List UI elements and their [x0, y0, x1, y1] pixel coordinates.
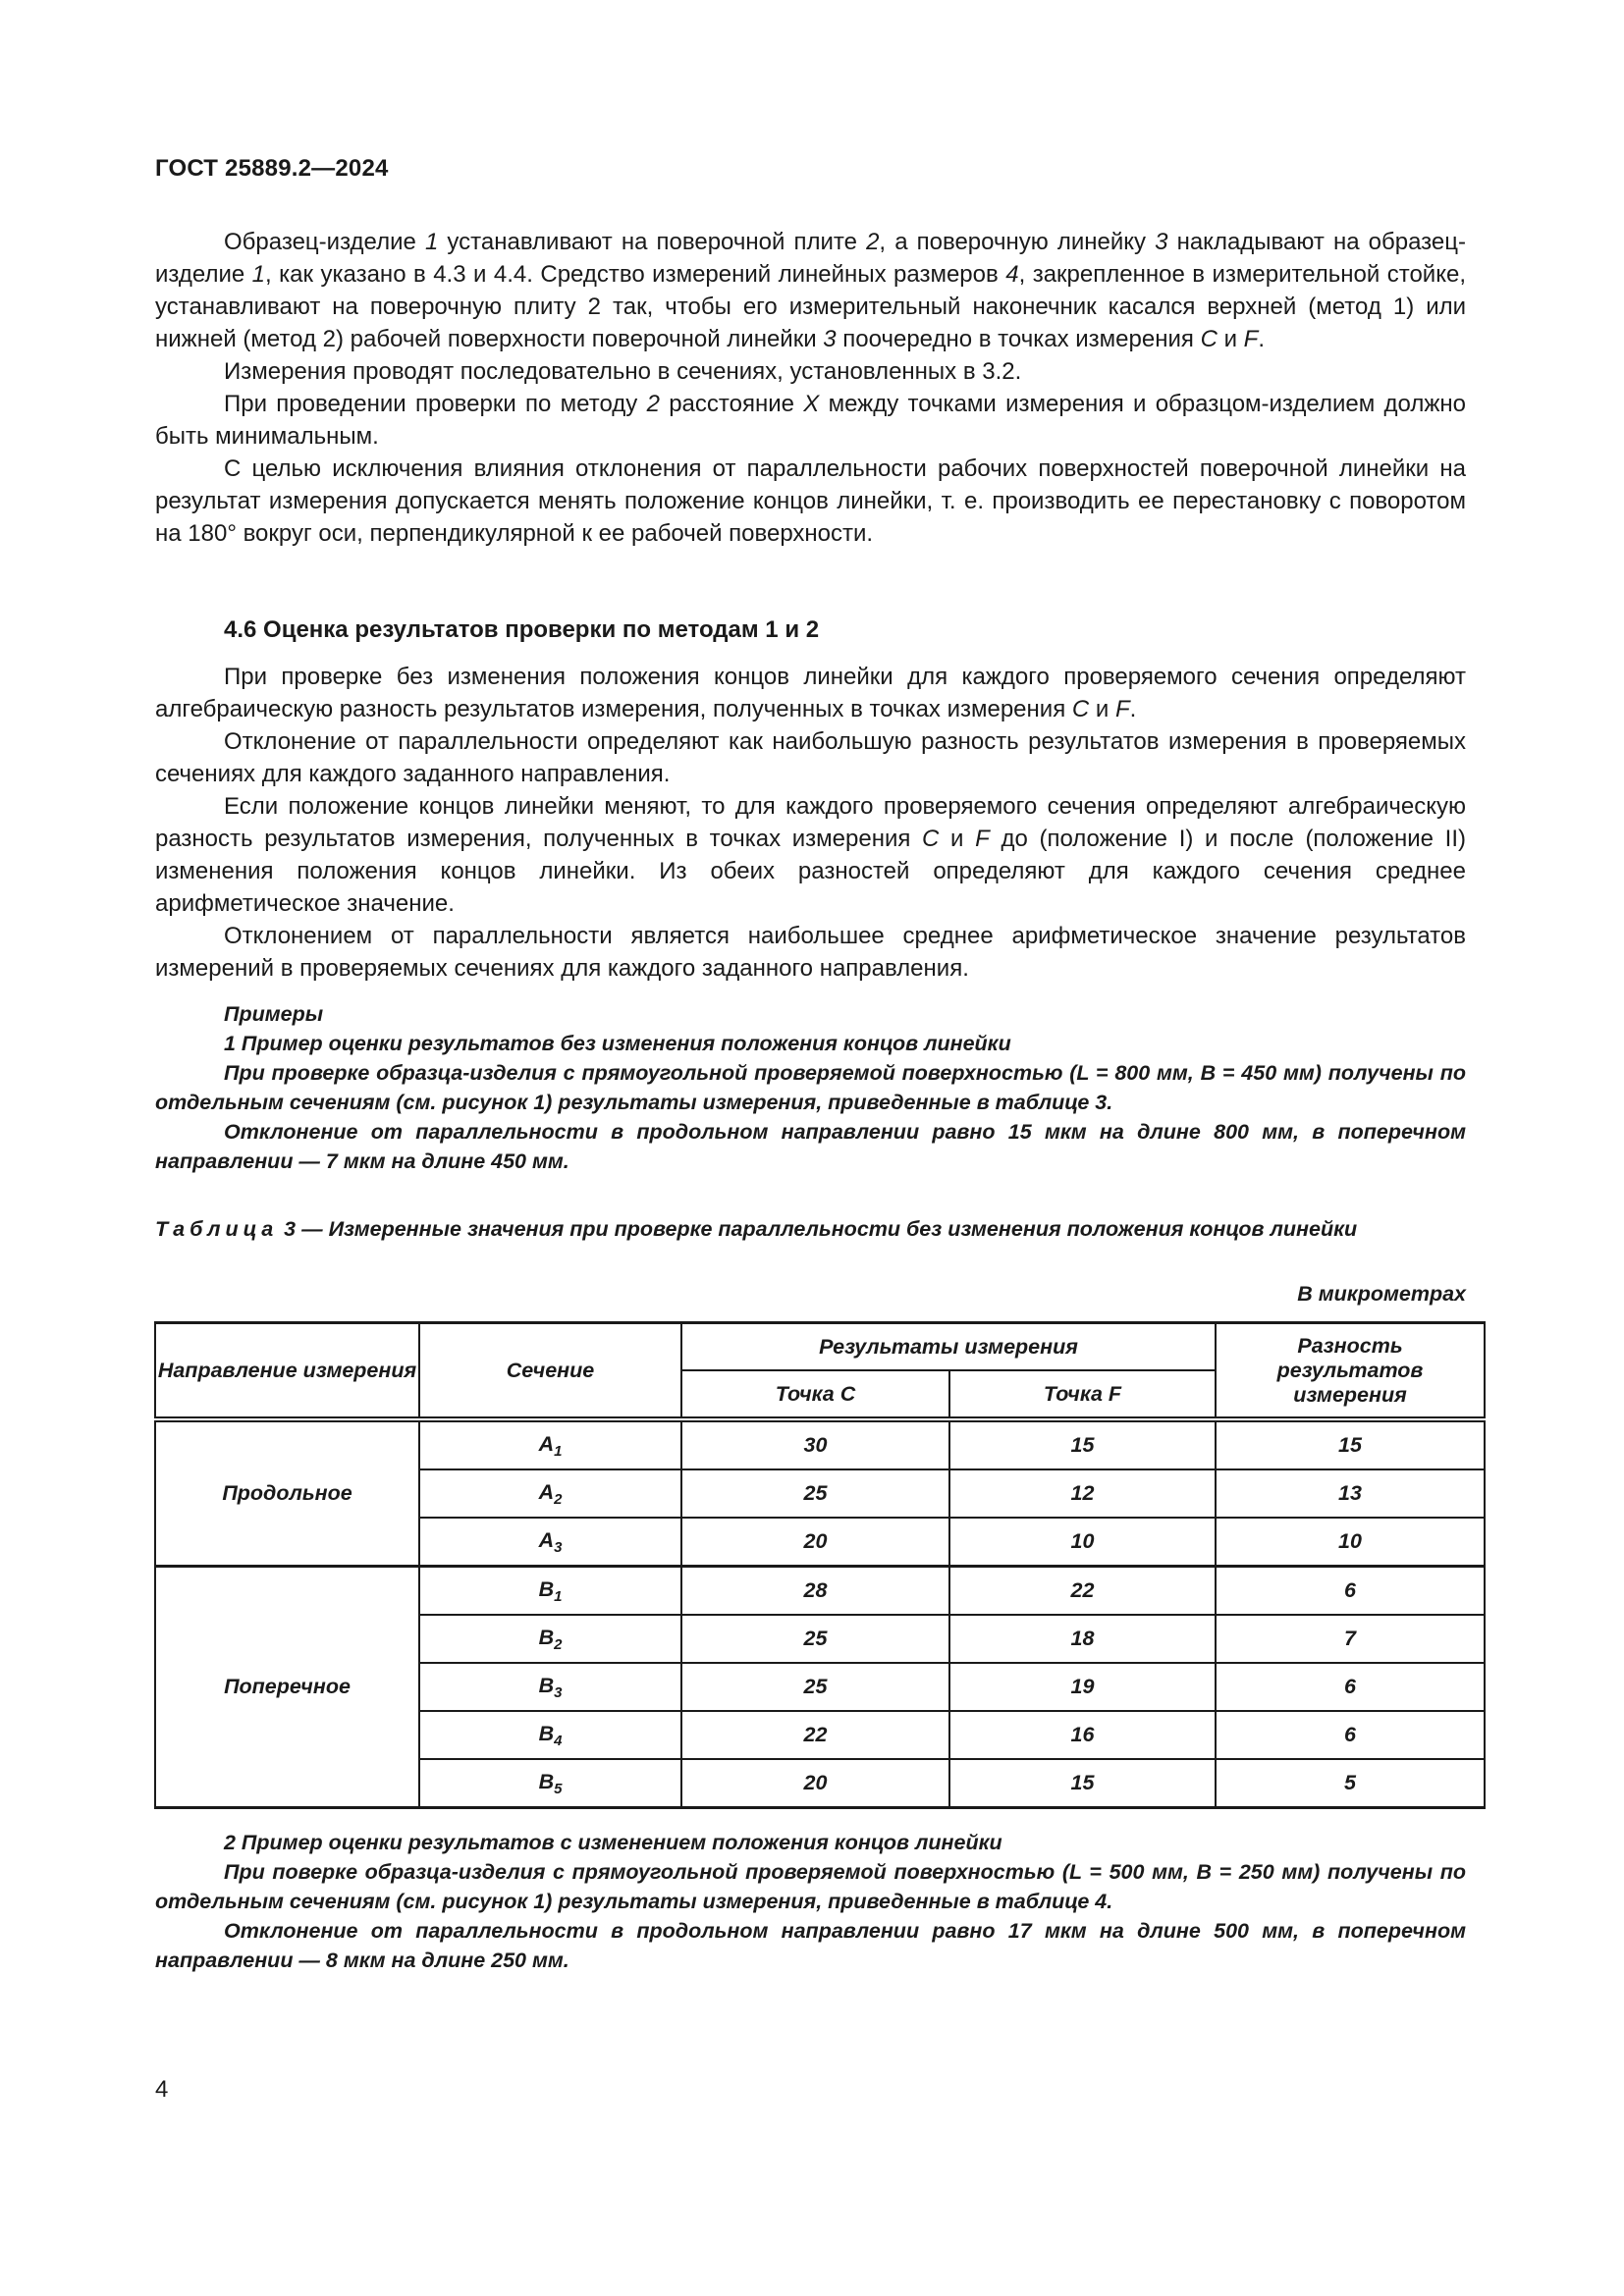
section-cell: $A_3$ — [419, 1518, 681, 1567]
example-1-result: Отклонение от параллельности в продольном направлении равно 15 мкм на длине 800 мм, в поперечном направлении — 7 мкм на длине 450 мм. — [155, 1120, 1466, 1173]
point-c-cell: 25 — [681, 1663, 949, 1711]
difference-cell: 6 — [1216, 1711, 1485, 1759]
difference-cell: 7 — [1216, 1615, 1485, 1663]
paragraph: Измерения проводят последовательно в сечениях, установленных в 3.2. — [224, 358, 1022, 385]
document-code-header: ГОСТ 25889.2—2024 — [155, 155, 389, 182]
point-c-cell: 22 — [681, 1711, 949, 1759]
header-difference: Разность результатов измерения — [1216, 1323, 1485, 1420]
point-c-cell: 28 — [681, 1567, 949, 1616]
point-f-cell: 12 — [949, 1469, 1216, 1518]
paragraph: Образец-изделие 1 устанавливают на поверочной плите 2, а поверочную линейку 3 накладывают на образец-изделие 1, как указано в 4.3 и 4.4. Средство измерений линейных размеров 4, закрепленное в измерительной стойке, устанавливают на поверочную плиту 2 так, чтобы его измерительный наконечник касался верхней (метод 1) или нижней (метод 2) рабочей поверхности поверочной линейки 3 поочередно в точках измерения C и F. — [155, 229, 1467, 352]
paragraph: Отклонением от параллельности является наибольшее среднее арифметическое значение результатов измерений в проверяемых сечениях для каждого заданного направления. — [155, 923, 1466, 982]
table-row — [155, 1419, 1485, 1469]
example-1-text: При проверке образца-изделия с прямоугольной проверяемой поверхностью (L = 800 мм, B = 450 мм) получены по отдельным сечениям (см. рисунок 1) результаты измерения, приведенные в таблице 3. — [155, 1061, 1466, 1114]
point-f-cell: 22 — [949, 1567, 1216, 1616]
examples-heading: Примеры — [224, 1002, 324, 1026]
point-f-cell: 15 — [949, 1759, 1216, 1808]
table-row — [155, 1567, 1485, 1616]
point-c-cell: 20 — [681, 1759, 949, 1808]
table-3-caption — [155, 1214, 1466, 1244]
point-f-cell: 18 — [949, 1615, 1216, 1663]
section-cell: $B_2$ — [419, 1615, 681, 1663]
table-label: Таблица — [155, 1217, 279, 1241]
example-2-text: При поверке образца-изделия с прямоугольной проверяемой поверхностью (L = 500 мм, B = 250 мм) получены по отдельным сечениям (см. рисунок 1) результаты измерения, приведенные в таблице 4. — [155, 1860, 1466, 1913]
point-c-cell: 25 — [681, 1615, 949, 1663]
paragraph: С целью исключения влияния отклонения от параллельности рабочих поверхностей поверочной линейки на результат измерения допускается менять положение концов линейки, т. е. производить ее перестановку с поворотом на 180° вокруг оси, перпендикулярной к ее рабочей поверхности. — [155, 455, 1466, 547]
difference-cell: 6 — [1216, 1663, 1485, 1711]
difference-cell: 10 — [1216, 1518, 1485, 1567]
paragraph: Отклонение от параллельности определяют как наибольшую разность результатов измерения в проверяемых сечениях для каждого заданного направления. — [155, 728, 1466, 787]
paragraph: Если положение концов линейки меняют, то для каждого проверяемого сечения определяют алгебраическую разность результатов измерения, полученных в точках измерения C и F до (положение I) и после (положение II) изменения положения концов линейки. Из обеих разностей определяют для каждого сечения среднее арифметическое значение. — [155, 793, 1466, 917]
table-3 — [154, 1321, 1486, 1809]
point-c-cell: 25 — [681, 1469, 949, 1518]
section-cell: $B_5$ — [419, 1759, 681, 1808]
point-f-cell: 19 — [949, 1663, 1216, 1711]
header-section: Сечение — [419, 1323, 681, 1420]
section-4-6-text — [155, 661, 1466, 985]
examples-block-2 — [155, 1828, 1466, 1975]
point-f-cell: 15 — [949, 1419, 1216, 1469]
point-f-cell: 10 — [949, 1518, 1216, 1567]
section-cell: $B_3$ — [419, 1663, 681, 1711]
section-cell: $B_1$ — [419, 1567, 681, 1616]
intro-text — [155, 226, 1466, 550]
direction-cell: Поперечное — [155, 1567, 419, 1808]
example-1-title: 1 Пример оценки результатов без изменения положения концов линейки — [224, 1032, 1011, 1055]
example-2-result: Отклонение от параллельности в продольном направлении равно 17 мкм на длине 500 мм, в поперечном направлении — 8 мкм на длине 250 мм. — [155, 1919, 1466, 1972]
examples-block-1 — [155, 999, 1466, 1176]
difference-cell: 6 — [1216, 1567, 1485, 1616]
difference-cell: 13 — [1216, 1469, 1485, 1518]
header-point-c: Точка C — [681, 1370, 949, 1419]
page-number: 4 — [155, 2076, 169, 2103]
point-c-cell: 20 — [681, 1518, 949, 1567]
section-cell: $B_4$ — [419, 1711, 681, 1759]
point-c-cell: 30 — [681, 1419, 949, 1469]
point-f-cell: 16 — [949, 1711, 1216, 1759]
header-point-f: Точка F — [949, 1370, 1216, 1419]
table-units: В микрометрах — [1297, 1282, 1466, 1306]
difference-cell: 5 — [1216, 1759, 1485, 1808]
difference-cell: 15 — [1216, 1419, 1485, 1469]
header-direction: Направление измерения — [155, 1323, 419, 1420]
section-cell: $A_2$ — [419, 1469, 681, 1518]
paragraph: При проверке без изменения положения концов линейки для каждого проверяемого сечения определяют алгебраическую разность результатов измерения, полученных в точках измерения C и F. — [155, 664, 1466, 722]
direction-cell: Продольное — [155, 1419, 419, 1567]
section-cell: $A_1$ — [419, 1419, 681, 1469]
paragraph: При проведении проверки по методу 2 расстояние X между точками измерения и образцом-изделием должно быть минимальным. — [155, 391, 1466, 450]
section-title-4-6: 4.6 Оценка результатов проверки по методам 1 и 2 — [224, 616, 820, 643]
table-caption-text: 3 — Измеренные значения при проверке параллельности без изменения положения концов линейки — [278, 1217, 1358, 1241]
example-2-title: 2 Пример оценки результатов с изменением положения концов линейки — [224, 1831, 1002, 1854]
header-results: Результаты измерения — [681, 1323, 1216, 1371]
